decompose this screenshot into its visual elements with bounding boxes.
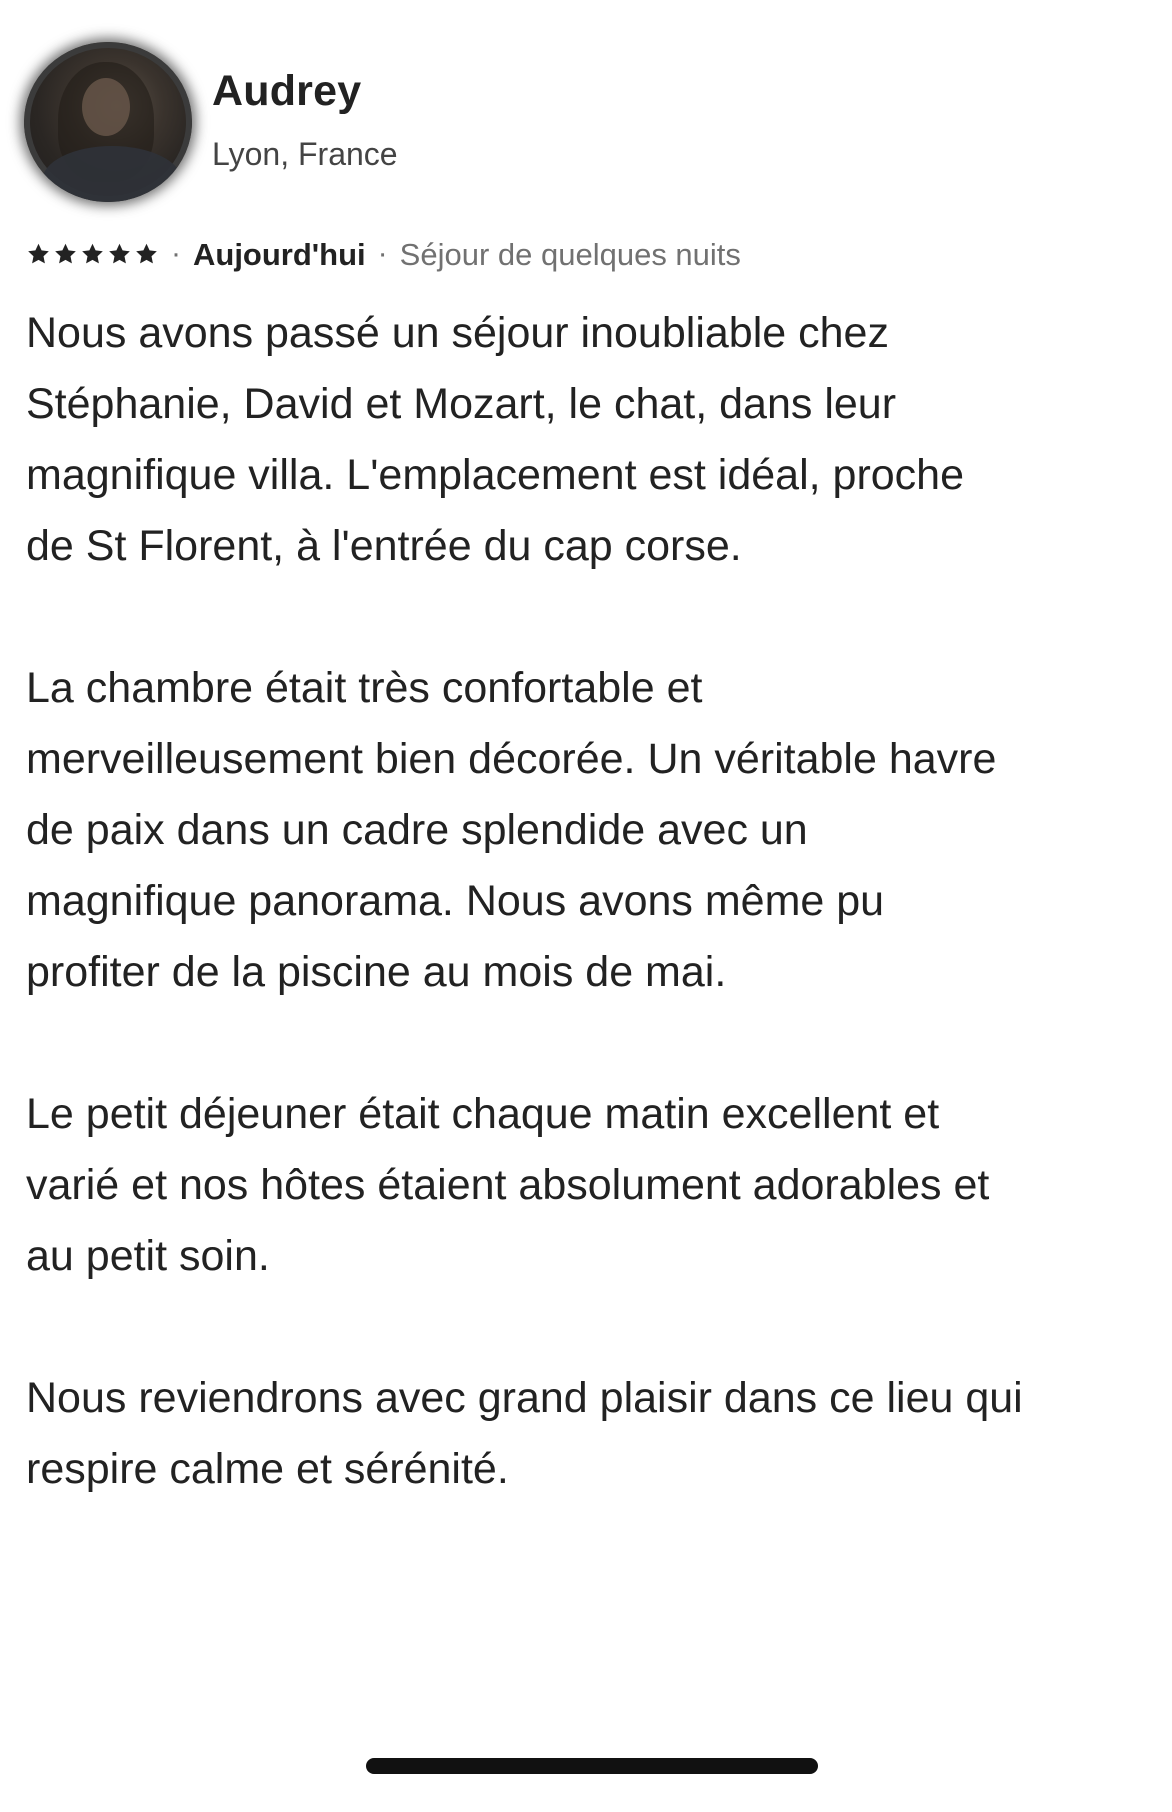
reviewer-location: Lyon, France bbox=[212, 136, 398, 172]
review-paragraph: Nous avons passé un séjour inoubliable chez Stéphanie, David et Mozart, le chat, dans leur magnifique villa. L'emplacement est idéal, proche de St Florent, à l'entrée du cap corse. bbox=[26, 309, 965, 570]
meta-separator: · bbox=[171, 237, 181, 270]
review-paragraph: Le petit déjeuner était chaque matin excellent et varié et nos hôtes étaient absolument adorables et au petit soin. bbox=[26, 1090, 990, 1280]
review-paragraph: Nous reviendrons avec grand plaisir dans ce lieu qui respire calme et sérénité. bbox=[26, 1374, 1023, 1493]
star-icon bbox=[80, 242, 105, 266]
stay-type: Séjour de quelques nuits bbox=[399, 236, 741, 272]
reviewer-name[interactable]: Audrey bbox=[212, 67, 362, 115]
review-date: Aujourd'hui bbox=[193, 236, 366, 272]
star-icon bbox=[107, 242, 132, 266]
meta-separator: · bbox=[377, 237, 388, 270]
avatar-face bbox=[82, 78, 130, 136]
review-paragraph: La chambre était très confortable et merveilleusement bien décorée. Un véritable havre de paix dans un cadre splendide avec un magnifique panorama. Nous avons même pu profiter de la piscine au mois de mai. bbox=[26, 664, 997, 996]
review-meta bbox=[26, 232, 741, 276]
avatar[interactable] bbox=[24, 42, 192, 202]
home-indicator[interactable] bbox=[366, 1758, 818, 1774]
star-icon bbox=[134, 242, 159, 266]
review-header bbox=[24, 42, 1124, 202]
review-text bbox=[26, 298, 1146, 1576]
star-rating bbox=[26, 242, 159, 266]
star-icon bbox=[53, 242, 78, 266]
star-icon bbox=[26, 242, 51, 266]
